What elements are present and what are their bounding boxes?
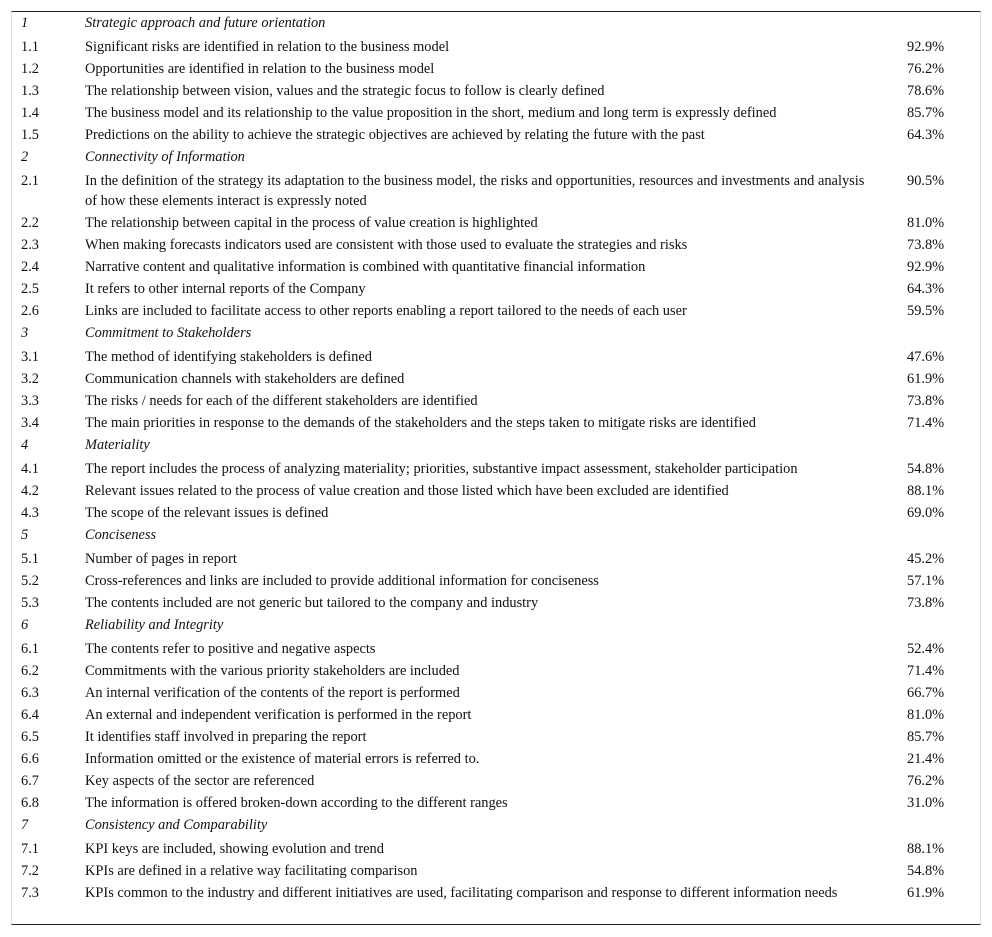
table-row xyxy=(12,502,980,524)
item-number: 1.5 xyxy=(21,127,39,143)
item-description: An internal verification of the contents of the report is performed xyxy=(85,685,460,701)
item-percentage: 21.4% xyxy=(907,751,945,767)
item-number: 4.2 xyxy=(21,483,39,499)
section-header-row xyxy=(12,434,980,458)
table-row xyxy=(12,770,980,792)
table-row xyxy=(12,882,980,904)
item-number: 5.3 xyxy=(21,595,39,611)
item-percentage: 69.0% xyxy=(907,505,945,521)
item-description: In the definition of the strategy its adaptation to the business model, the risks and opportunities, resources and investments and analysis of how these elements interact is expressly noted xyxy=(85,173,865,209)
item-percentage: 64.3% xyxy=(907,281,945,297)
item-percentage: 88.1% xyxy=(907,841,945,857)
section-number: 3 xyxy=(21,325,29,341)
item-number: 1.2 xyxy=(21,61,39,77)
item-description: When making forecasts indicators used are consistent with those used to evaluate the strategies and risks xyxy=(85,237,688,253)
item-description: The business model and its relationship to the value proposition in the short, medium and long term is expressly defined xyxy=(85,105,777,121)
item-number: 3.4 xyxy=(21,415,39,431)
section-header-row xyxy=(12,12,980,36)
item-description: The report includes the process of analyzing materiality; priorities, substantive impact assessment, stakeholder participation xyxy=(85,461,798,477)
item-percentage: 64.3% xyxy=(907,127,945,143)
table-row xyxy=(12,792,980,814)
table-row xyxy=(12,480,980,502)
table-row xyxy=(12,838,980,860)
table-row xyxy=(12,390,980,412)
table-row xyxy=(12,458,980,480)
item-percentage: 54.8% xyxy=(907,863,945,879)
section-pct-empty xyxy=(896,12,980,36)
item-description: The contents included are not generic but tailored to the company and industry xyxy=(85,595,539,611)
section-pct-empty xyxy=(896,524,980,548)
section-header-row xyxy=(12,814,980,838)
table-row xyxy=(12,278,980,300)
item-percentage: 92.9% xyxy=(907,259,945,275)
item-number: 6.2 xyxy=(21,663,39,679)
item-percentage: 71.4% xyxy=(907,663,945,679)
item-description: KPIs are defined in a relative way facilitating comparison xyxy=(85,863,418,879)
item-number: 2.5 xyxy=(21,281,39,297)
table-row xyxy=(12,638,980,660)
item-number: 7.2 xyxy=(21,863,39,879)
table-row xyxy=(12,860,980,882)
item-percentage: 81.0% xyxy=(907,215,945,231)
table-row xyxy=(12,212,980,234)
item-number: 6.6 xyxy=(21,751,39,767)
item-number: 5.1 xyxy=(21,551,39,567)
section-number: 7 xyxy=(21,817,29,833)
item-description: The relationship between capital in the process of value creation is highlighted xyxy=(85,215,538,231)
section-header-row xyxy=(12,322,980,346)
indicators-table-body xyxy=(12,12,980,904)
item-description: The contents refer to positive and negative aspects xyxy=(85,641,376,657)
item-percentage: 81.0% xyxy=(907,707,945,723)
table-row xyxy=(12,368,980,390)
item-description: Opportunities are identified in relation to the business model xyxy=(85,61,435,77)
item-percentage: 88.1% xyxy=(907,483,945,499)
section-number: 4 xyxy=(21,437,29,453)
item-number: 4.3 xyxy=(21,505,39,521)
item-percentage: 54.8% xyxy=(907,461,945,477)
item-description: Narrative content and qualitative information is combined with quantitative financial information xyxy=(85,259,646,275)
item-percentage: 73.8% xyxy=(907,595,945,611)
item-number: 3.3 xyxy=(21,393,39,409)
item-number: 6.7 xyxy=(21,773,39,789)
table-row xyxy=(12,256,980,278)
item-description: The relationship between vision, values and the strategic focus to follow is clearly defined xyxy=(85,83,605,99)
section-title: Materiality xyxy=(85,437,150,453)
section-number: 2 xyxy=(21,149,29,165)
item-percentage: 57.1% xyxy=(907,573,945,589)
table-row xyxy=(12,58,980,80)
item-description: Relevant issues related to the process of value creation and those listed which have been excluded are identified xyxy=(85,483,729,499)
item-number: 1.3 xyxy=(21,83,39,99)
item-number: 6.1 xyxy=(21,641,39,657)
item-number: 7.3 xyxy=(21,885,39,901)
table-row xyxy=(12,412,980,434)
item-description: Links are included to facilitate access to other reports enabling a report tailored to the needs of each user xyxy=(85,303,687,319)
item-description: The method of identifying stakeholders is defined xyxy=(85,349,372,365)
table-row xyxy=(12,36,980,58)
indicators-table-container xyxy=(11,11,981,925)
item-percentage: 71.4% xyxy=(907,415,945,431)
item-percentage: 92.9% xyxy=(907,39,945,55)
section-title: Reliability and Integrity xyxy=(85,617,224,633)
item-number: 1.4 xyxy=(21,105,39,121)
item-number: 6.5 xyxy=(21,729,39,745)
item-number: 7.1 xyxy=(21,841,39,857)
section-pct-empty xyxy=(896,814,980,838)
item-description: The main priorities in response to the demands of the stakeholders and the steps taken to mitigate risks are identified xyxy=(85,415,756,431)
item-percentage: 31.0% xyxy=(907,795,945,811)
item-description: Number of pages in report xyxy=(85,551,237,567)
item-description: It refers to other internal reports of the Company xyxy=(85,281,366,297)
table-row xyxy=(12,234,980,256)
item-number: 3.2 xyxy=(21,371,39,387)
item-number: 4.1 xyxy=(21,461,39,477)
item-percentage: 76.2% xyxy=(907,773,945,789)
item-number: 2.6 xyxy=(21,303,39,319)
section-title: Strategic approach and future orientation xyxy=(85,15,326,31)
item-description: Commitments with the various priority stakeholders are included xyxy=(85,663,460,679)
item-description: KPIs common to the industry and different initiatives are used, facilitating comparison and response to different information needs xyxy=(85,885,838,901)
item-percentage: 85.7% xyxy=(907,729,945,745)
section-number: 5 xyxy=(21,527,29,543)
table-row xyxy=(12,726,980,748)
table-row xyxy=(12,704,980,726)
section-pct-empty xyxy=(896,322,980,346)
item-description: Significant risks are identified in relation to the business model xyxy=(85,39,450,55)
item-percentage: 61.9% xyxy=(907,371,945,387)
item-number: 2.1 xyxy=(21,173,39,189)
item-description: It identifies staff involved in preparing the report xyxy=(85,729,367,745)
item-percentage: 66.7% xyxy=(907,685,945,701)
item-percentage: 59.5% xyxy=(907,303,945,319)
item-percentage: 78.6% xyxy=(907,83,945,99)
table-row xyxy=(12,346,980,368)
table-row xyxy=(12,682,980,704)
section-title: Consistency and Comparability xyxy=(85,817,268,833)
section-header-row xyxy=(12,146,980,170)
item-description: An external and independent verification is performed in the report xyxy=(85,707,472,723)
section-pct-empty xyxy=(896,146,980,170)
item-number: 2.3 xyxy=(21,237,39,253)
section-title: Conciseness xyxy=(85,527,157,543)
item-number: 6.8 xyxy=(21,795,39,811)
section-number: 1 xyxy=(21,15,29,31)
section-title: Commitment to Stakeholders xyxy=(85,325,252,341)
indicators-table xyxy=(12,12,980,904)
section-pct-empty xyxy=(896,434,980,458)
item-number: 2.4 xyxy=(21,259,39,275)
item-percentage: 73.8% xyxy=(907,393,945,409)
item-percentage: 73.8% xyxy=(907,237,945,253)
item-number: 3.1 xyxy=(21,349,39,365)
section-header-row xyxy=(12,524,980,548)
table-row xyxy=(12,592,980,614)
item-description: The scope of the relevant issues is defined xyxy=(85,505,329,521)
table-row xyxy=(12,660,980,682)
item-percentage: 61.9% xyxy=(907,885,945,901)
item-number: 1.1 xyxy=(21,39,39,55)
table-row xyxy=(12,80,980,102)
section-pct-empty xyxy=(896,614,980,638)
item-percentage: 90.5% xyxy=(907,173,945,189)
item-description: Information omitted or the existence of material errors is referred to. xyxy=(85,751,480,767)
section-title: Connectivity of Information xyxy=(85,149,245,165)
item-number: 6.4 xyxy=(21,707,39,723)
item-description: Communication channels with stakeholders are defined xyxy=(85,371,405,387)
item-description: Cross-references and links are included to provide additional information for conciseness xyxy=(85,573,599,589)
item-description: Predictions on the ability to achieve the strategic objectives are achieved by relating the future with the past xyxy=(85,127,705,143)
section-header-row xyxy=(12,614,980,638)
item-description: Key aspects of the sector are referenced xyxy=(85,773,315,789)
item-number: 6.3 xyxy=(21,685,39,701)
item-percentage: 52.4% xyxy=(907,641,945,657)
item-description: KPI keys are included, showing evolution and trend xyxy=(85,841,384,857)
table-row xyxy=(12,124,980,146)
item-number: 5.2 xyxy=(21,573,39,589)
table-row xyxy=(12,570,980,592)
item-description: The risks / needs for each of the different stakeholders are identified xyxy=(85,393,478,409)
table-row xyxy=(12,548,980,570)
item-percentage: 76.2% xyxy=(907,61,945,77)
item-number: 2.2 xyxy=(21,215,39,231)
section-number: 6 xyxy=(21,617,29,633)
item-description: The information is offered broken-down according to the different ranges xyxy=(85,795,508,811)
item-percentage: 47.6% xyxy=(907,349,945,365)
table-row xyxy=(12,102,980,124)
table-row xyxy=(12,300,980,322)
item-percentage: 45.2% xyxy=(907,551,945,567)
item-percentage: 85.7% xyxy=(907,105,945,121)
table-row xyxy=(12,748,980,770)
table-row xyxy=(12,170,980,212)
